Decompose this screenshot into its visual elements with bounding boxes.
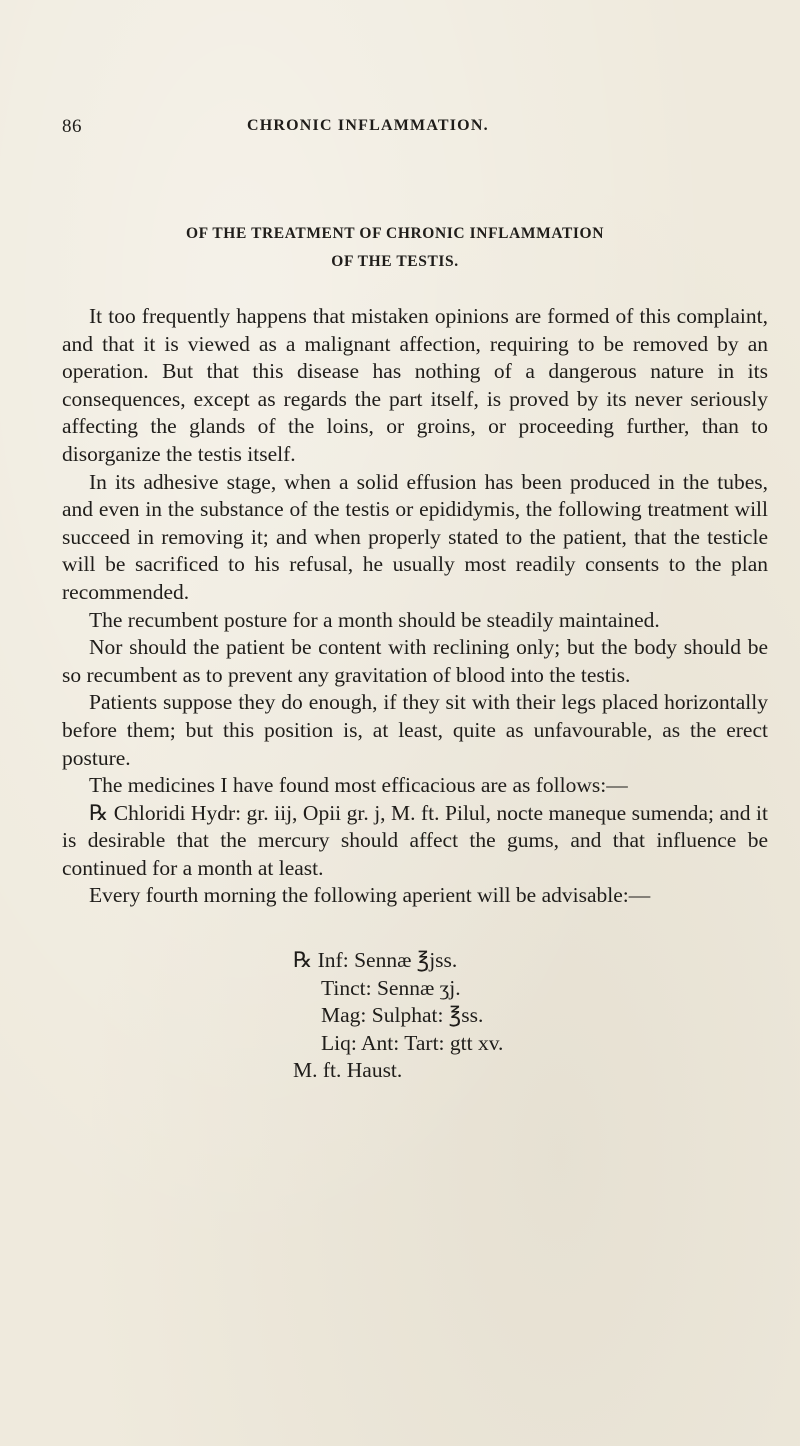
paragraph-adhesive-stage: In its adhesive stage, when a solid effusion has been produced in the tubes, and even in the substance of the testis or epididymis, the following treatment will succeed in removing it; and when properly stated to the patient, that the testicle will be sacrificed to his refusal, he usually most readily consents to the plan recommended. <box>62 469 768 604</box>
prescription-line: Mag: Sulphat: ℥ss. <box>321 1003 484 1028</box>
paragraph-medicines-intro: The medicines I have found most efficacious are as follows:— <box>89 773 628 798</box>
page-number: 86 <box>62 116 82 137</box>
running-head <box>0 116 800 140</box>
paragraph-pill-prescription: ℞ Chloridi Hydr: gr. iij, Opii gr. j, M. ft. Pilul, nocte maneque sumenda; and it is desirable that the mercury should affect the gums, and that influence be continued for a month at least. <box>62 800 768 880</box>
paragraph-reclining: Nor should the patient be content with reclining only; but the body should be so recumbent as to prevent any gravitation of blood into the testis. <box>62 635 768 687</box>
running-title: CHRONIC INFLAMMATION. <box>247 117 489 134</box>
paragraph-misconception: It too frequently happens that mistaken opinions are formed of this complaint, and that it is viewed as a malignant affection, requiring to be removed by an operation. But that this disease has nothing of a dangerous nature in its consequences, except as regards the part itself, is proved by its never seriously affecting the glands of the loins, or groins, or proceeding further, than to disorganize the testis itself. <box>62 304 768 466</box>
prescription-line: ℞ Inf: Sennæ ℥jss. <box>293 948 458 972</box>
section-heading-line-2: OF THE TESTIS. <box>331 253 459 270</box>
paragraph-recumbent-posture: The recumbent posture for a month should be steadily maintained. <box>89 607 660 632</box>
prescription-line: Tinct: Sennæ ʒj. <box>321 975 461 1000</box>
paragraph-aperient-intro: Every fourth morning the following aperient will be advisable:— <box>89 883 651 908</box>
body-text <box>62 303 768 910</box>
prescription-line: Liq: Ant: Tart: gtt xv. <box>321 1030 504 1055</box>
prescription-formula <box>293 947 503 1085</box>
section-heading-line-1: OF THE TREATMENT OF CHRONIC INFLAMMATION <box>186 225 604 242</box>
paragraph-legs-horizontal: Patients suppose they do enough, if they sit with their legs placed horizontally before them; but this position is, at least, quite as unfavourable, as the erect posture. <box>62 690 768 770</box>
prescription-line: M. ft. Haust. <box>293 1058 403 1083</box>
